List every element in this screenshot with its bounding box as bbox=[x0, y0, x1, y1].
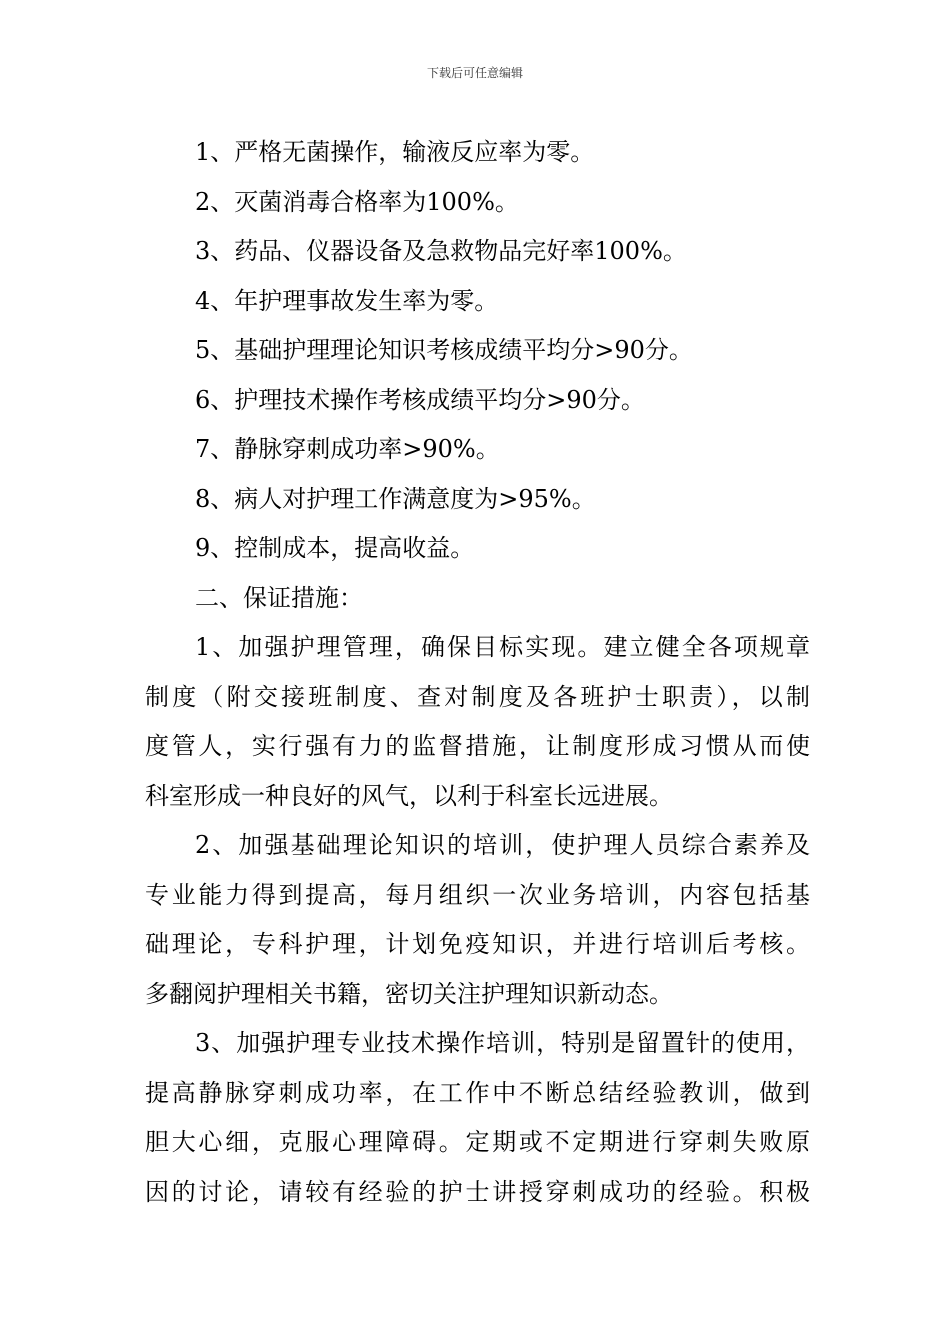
paragraph-line: 多翻阅护理相关书籍，密切关注护理知识新动态。 bbox=[145, 979, 673, 1008]
paragraph-line: 3、加强护理专业技术操作培训，特别是留置针的使用， bbox=[195, 1029, 810, 1057]
goal-item: 6、护理技术操作考核成绩平均分>90分。 bbox=[195, 385, 645, 414]
paragraph-line: 胆大心细，克服心理障碍。定期或不定期进行穿刺失败原 bbox=[145, 1128, 810, 1156]
measure-paragraph bbox=[145, 821, 810, 1019]
paragraph-line: 因的讨论，请较有经验的护士讲授穿刺成功的经验。积极 bbox=[145, 1177, 810, 1206]
paragraph-line: 度管人，实行强有力的监督措施，让制度形成习惯从而使 bbox=[145, 732, 810, 760]
goal-item: 3、药品、仪器设备及急救物品完好率100%。 bbox=[195, 237, 687, 265]
paragraph-line: 科室形成一种良好的风气，以利于科室长远进展。 bbox=[145, 781, 673, 810]
measure-paragraph bbox=[145, 1019, 810, 1217]
paragraph-line: 1、加强护理管理，确保目标实现。建立健全各项规章 bbox=[195, 633, 810, 661]
goal-item: 2、灭菌消毒合格率为100%。 bbox=[195, 187, 519, 216]
goal-item: 9、控制成本，提高收益。 bbox=[195, 534, 475, 562]
goal-item: 8、病人对护理工作满意度为>95%。 bbox=[195, 484, 596, 513]
paragraph-line: 2、加强基础理论知识的培训，使护理人员综合素养及 bbox=[195, 831, 810, 859]
page-header: 下载后可任意编辑 bbox=[426, 66, 523, 80]
paragraph-line: 础理论，专科护理，计划免疫知识，并进行培训后考核。 bbox=[145, 930, 810, 958]
goal-item: 1、严格无菌操作，输液反应率为零。 bbox=[195, 138, 595, 166]
paragraph-line: 提高静脉穿刺成功率，在工作中不断总结经验教训，做到 bbox=[145, 1078, 810, 1107]
goal-item: 4、年护理事故发生率为零。 bbox=[195, 286, 499, 315]
paragraph-line: 专业能力得到提高，每月组织一次业务培训，内容包括基 bbox=[145, 880, 810, 909]
paragraph-line: 制度（附交接班制度、查对制度及各班护士职责），以制 bbox=[145, 682, 810, 711]
goal-item: 5、基础护理理论知识考核成绩平均分>90分。 bbox=[195, 336, 693, 364]
goal-item: 7、静脉穿刺成功率>90%。 bbox=[195, 435, 500, 463]
measure-paragraph bbox=[145, 623, 810, 821]
section-heading: 二、保证措施： bbox=[195, 583, 363, 612]
document-body bbox=[145, 128, 810, 1217]
